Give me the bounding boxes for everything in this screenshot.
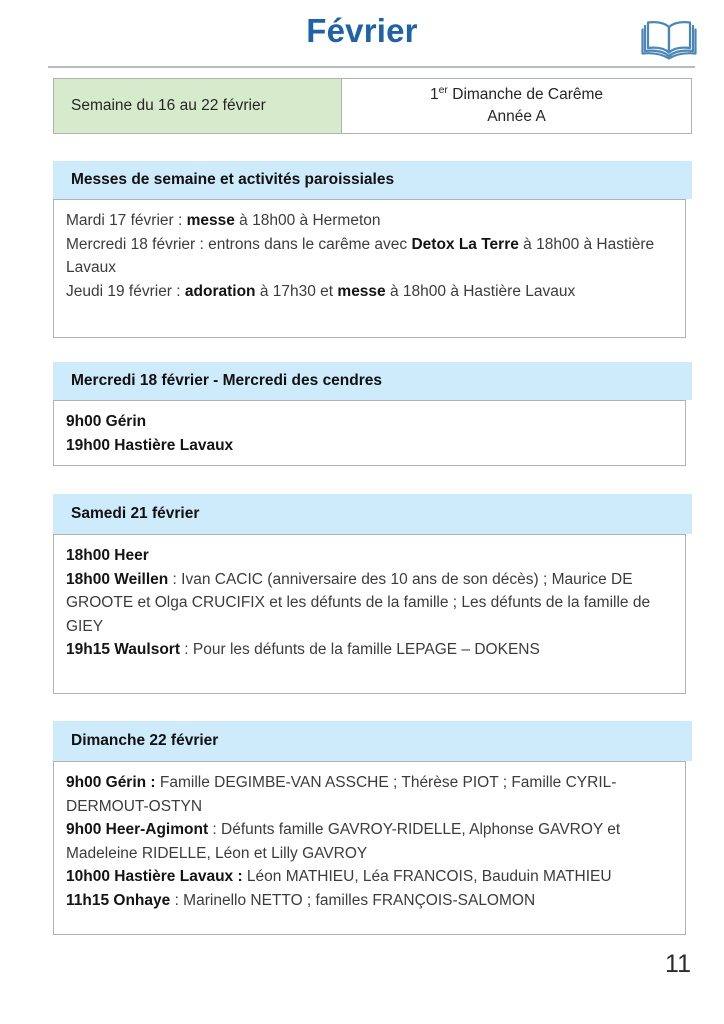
liturgical-year-label: Année A bbox=[487, 108, 546, 125]
entry-text: Jeudi 19 février : bbox=[66, 282, 185, 300]
entry-text: Léon MATHIEU, Léa FRANCOIS, Bauduin MATHIEU bbox=[242, 868, 612, 886]
section-body-messes-de-semaine bbox=[53, 199, 686, 338]
entry-line bbox=[66, 544, 672, 568]
week-range-label: Semaine du 16 au 22 février bbox=[71, 97, 266, 114]
entry-emphasis: 19h15 Waulsort bbox=[66, 641, 180, 659]
entry-emphasis: adoration bbox=[184, 282, 256, 300]
entry-text: à 18h00 à Hastière Lavaux bbox=[385, 282, 576, 300]
entry-emphasis: 9h00 Gérin bbox=[66, 413, 147, 430]
section-title: Messes de semaine et activités paroissiales bbox=[71, 171, 395, 188]
week-summary-table bbox=[53, 78, 692, 134]
entry-text: : Marinello NETTO ; familles FRANÇOIS-SALOMON bbox=[170, 891, 536, 909]
section-title: Mercredi 18 février - Mercredi des cendres bbox=[71, 372, 383, 389]
entry-text: : Ivan CACIC (anniversaire des 10 ans de son décès) ; Maurice DE GROOTE et Olga CRUCIFIX et les défunts de la famille ; Les défunts de la famille de GIEY bbox=[66, 570, 651, 635]
entry-line bbox=[66, 865, 672, 889]
entry-text: Famille DEGIMBE-VAN ASSCHE ; Thérèse PIOT ; Famille CYRIL-DERMOUT-OSTYN bbox=[66, 774, 617, 815]
entry-text: : Pour les défunts de la famille LEPAGE – DOKENS bbox=[180, 641, 540, 659]
section-body-mercredi-des-cendres bbox=[53, 400, 686, 466]
entry-line bbox=[66, 233, 672, 280]
entry-emphasis: 18h00 Weillen bbox=[66, 570, 169, 588]
entry-emphasis: 9h00 Heer-Agimont bbox=[66, 821, 209, 839]
open-book-icon bbox=[641, 18, 697, 60]
liturgical-day-cell bbox=[342, 79, 691, 133]
entry-line bbox=[66, 209, 672, 233]
entry-text: : Défunts famille GAVROY-RIDELLE, Alphonse GAVROY et Madeleine RIDELLE, Léon et Lilly GAVROY bbox=[66, 821, 621, 862]
entry-line bbox=[66, 280, 672, 304]
entry-text: à 18h00 à Hastière Lavaux bbox=[66, 235, 655, 277]
entry-text: à 17h30 et bbox=[255, 282, 338, 300]
entry-line bbox=[66, 434, 672, 458]
entry-text: à 18h00 à Hermeton bbox=[234, 212, 381, 229]
header-divider bbox=[48, 66, 695, 68]
section-body-dimanche-22-fevrier bbox=[53, 761, 686, 935]
entry-text: Mercredi 18 février : entrons dans le carême avec bbox=[66, 235, 412, 253]
section-title: Dimanche 22 février bbox=[71, 732, 219, 749]
week-range-cell bbox=[54, 79, 342, 133]
entry-line bbox=[66, 889, 672, 913]
entry-line bbox=[66, 638, 672, 662]
entry-text: Mardi 17 février : bbox=[66, 212, 187, 229]
section-header-dimanche-22-fevrier bbox=[53, 721, 692, 761]
section-header-messes-de-semaine bbox=[53, 161, 692, 199]
entry-emphasis: Detox La Terre bbox=[411, 235, 519, 253]
entry-line bbox=[66, 410, 672, 434]
entry-line bbox=[66, 568, 672, 639]
ordinal-suffix: er bbox=[438, 83, 448, 96]
entry-emphasis: 18h00 Heer bbox=[66, 547, 149, 564]
entry-emphasis: 19h00 Hastière Lavaux bbox=[66, 436, 234, 454]
entry-emphasis: 9h00 Gérin : bbox=[66, 774, 156, 791]
entry-emphasis: messe bbox=[337, 282, 386, 300]
entry-emphasis: 10h00 Hastière Lavaux : bbox=[66, 868, 243, 886]
entry-line bbox=[66, 818, 672, 865]
page-header bbox=[0, 0, 724, 68]
page-number: 11 bbox=[665, 950, 691, 978]
page-title: Février bbox=[306, 12, 418, 49]
entry-emphasis: 11h15 Onhaye bbox=[66, 891, 171, 909]
section-header-mercredi-des-cendres bbox=[53, 362, 692, 400]
liturgical-day-label: 1er Dimanche de Carême bbox=[429, 83, 604, 103]
section-title: Samedi 21 février bbox=[71, 505, 200, 522]
entry-line bbox=[66, 771, 672, 818]
section-header-samedi-21-fevrier bbox=[53, 494, 692, 534]
entry-emphasis: messe bbox=[186, 212, 235, 229]
section-body-samedi-21-fevrier bbox=[53, 534, 686, 694]
